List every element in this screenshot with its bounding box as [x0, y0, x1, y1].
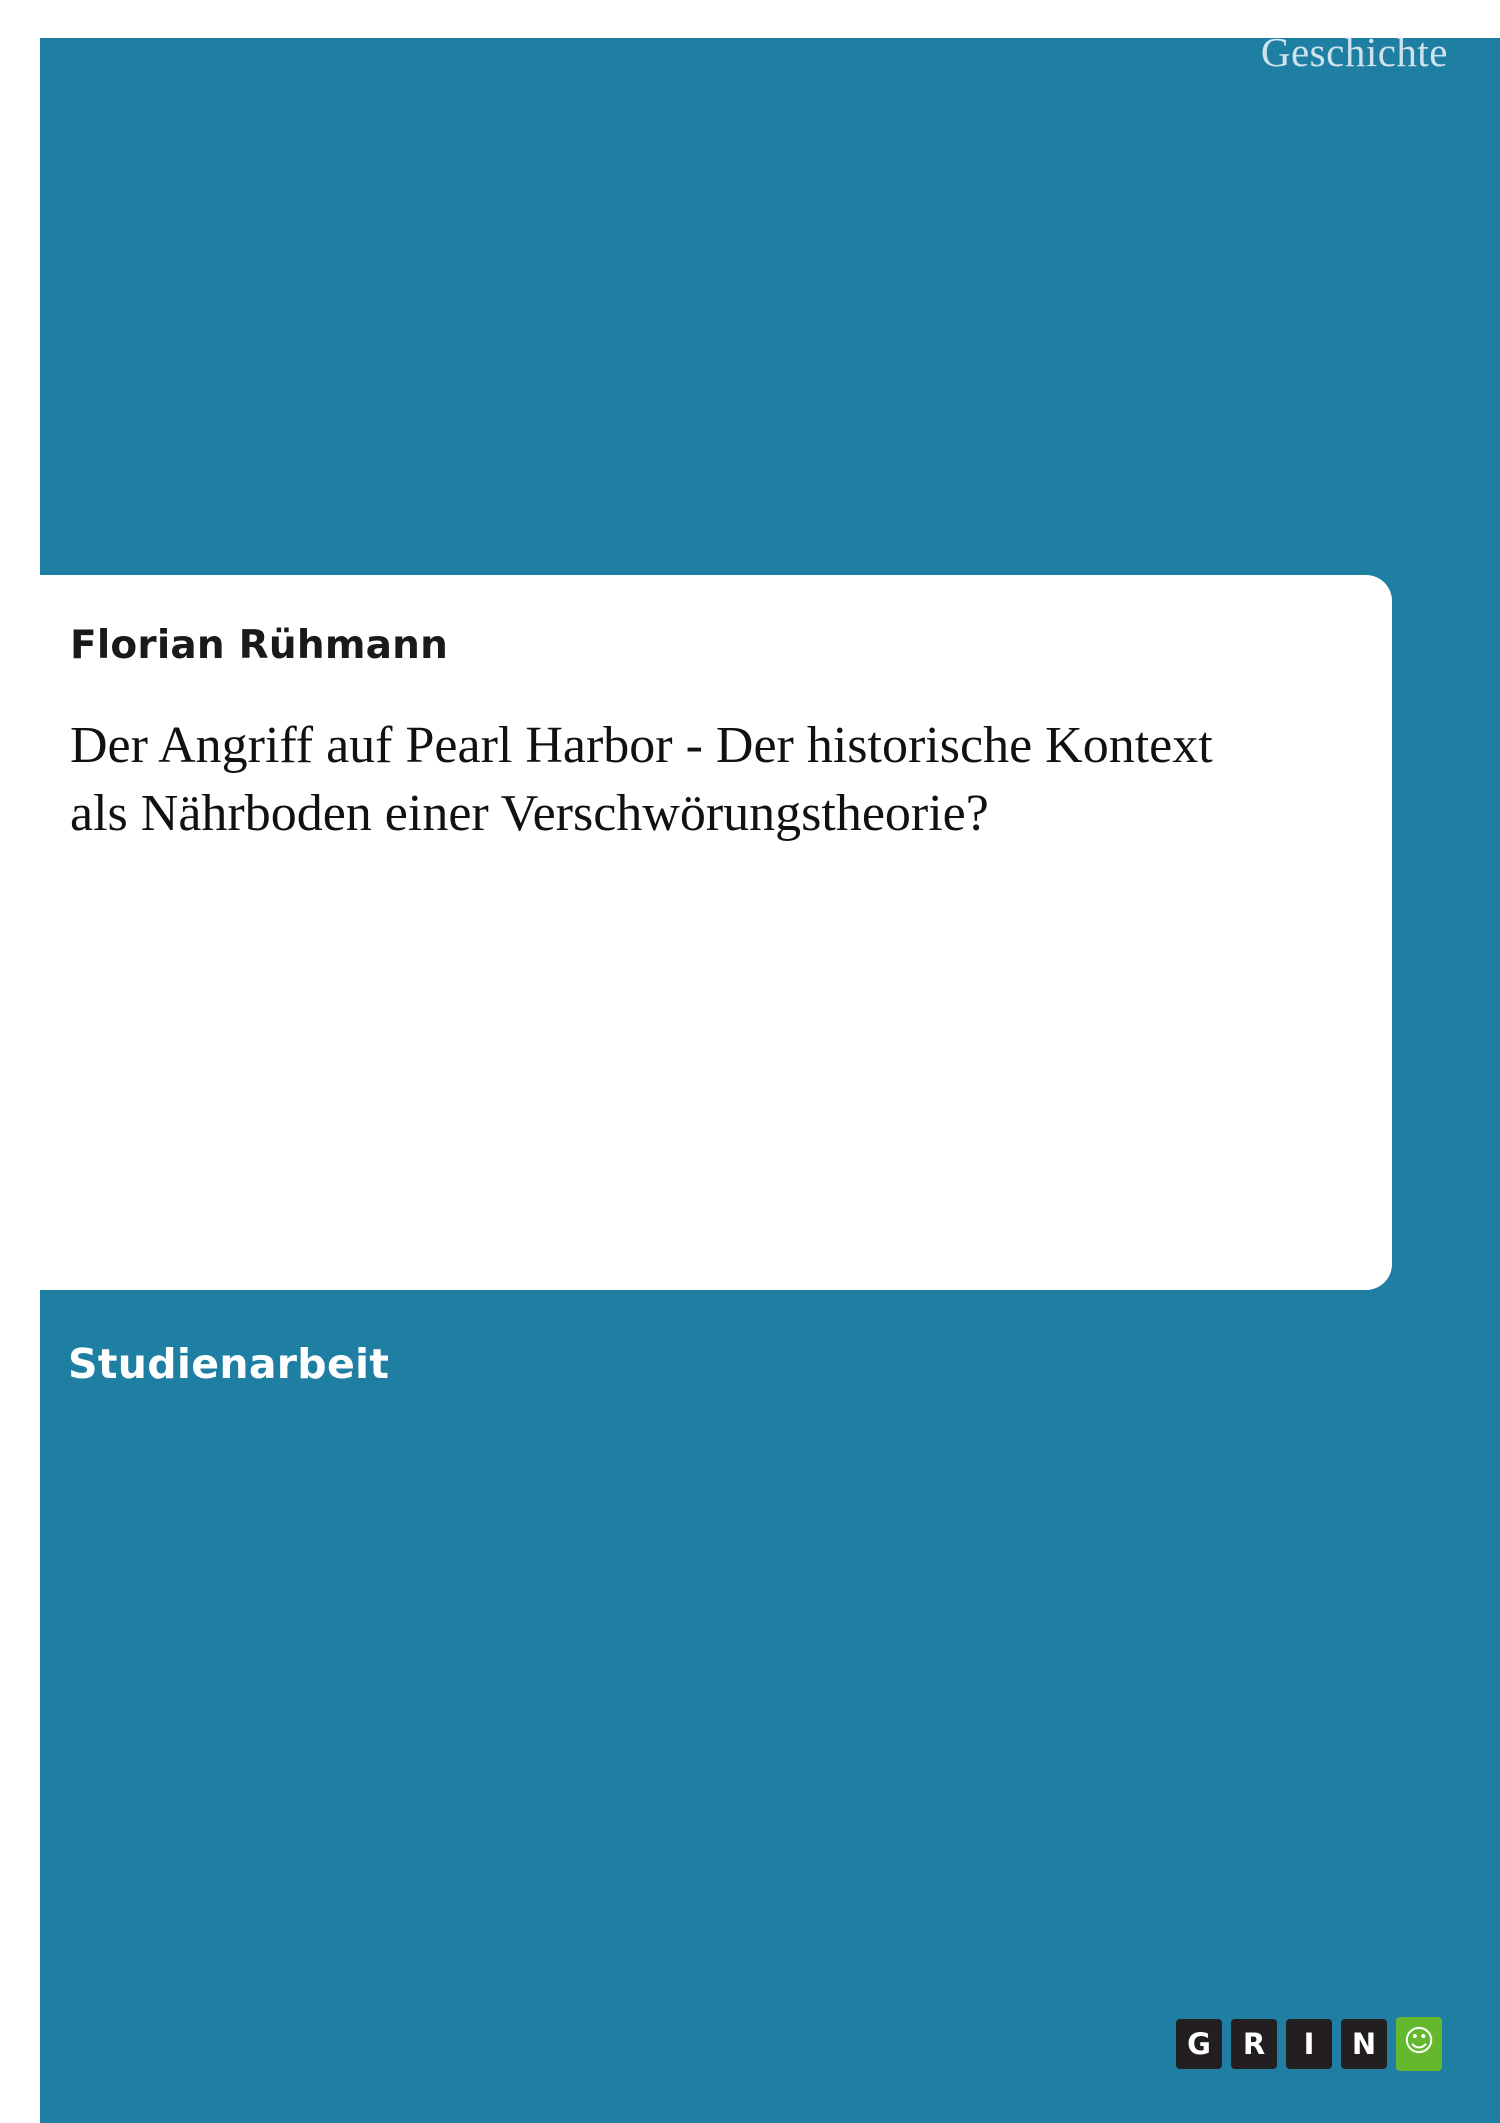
logo-letter-n: N [1341, 2019, 1387, 2069]
category-label: Geschichte [1260, 29, 1448, 75]
smiley-icon: ☺ [1396, 2017, 1442, 2071]
title-card [0, 575, 1392, 1290]
document-type-label: Studienarbeit [68, 1340, 390, 1388]
page-title: Der Angriff auf Pearl Harbor - Der historische Kontext als Nährboden einer Verschwörungstheorie? [70, 717, 1213, 842]
logo-letter-r: R [1231, 2019, 1277, 2069]
logo-letter-g: G [1176, 2019, 1222, 2069]
author-name: Florian Rühmann [70, 623, 449, 668]
logo-letter-i: I [1286, 2019, 1332, 2069]
grin-logo [1176, 2017, 1442, 2071]
